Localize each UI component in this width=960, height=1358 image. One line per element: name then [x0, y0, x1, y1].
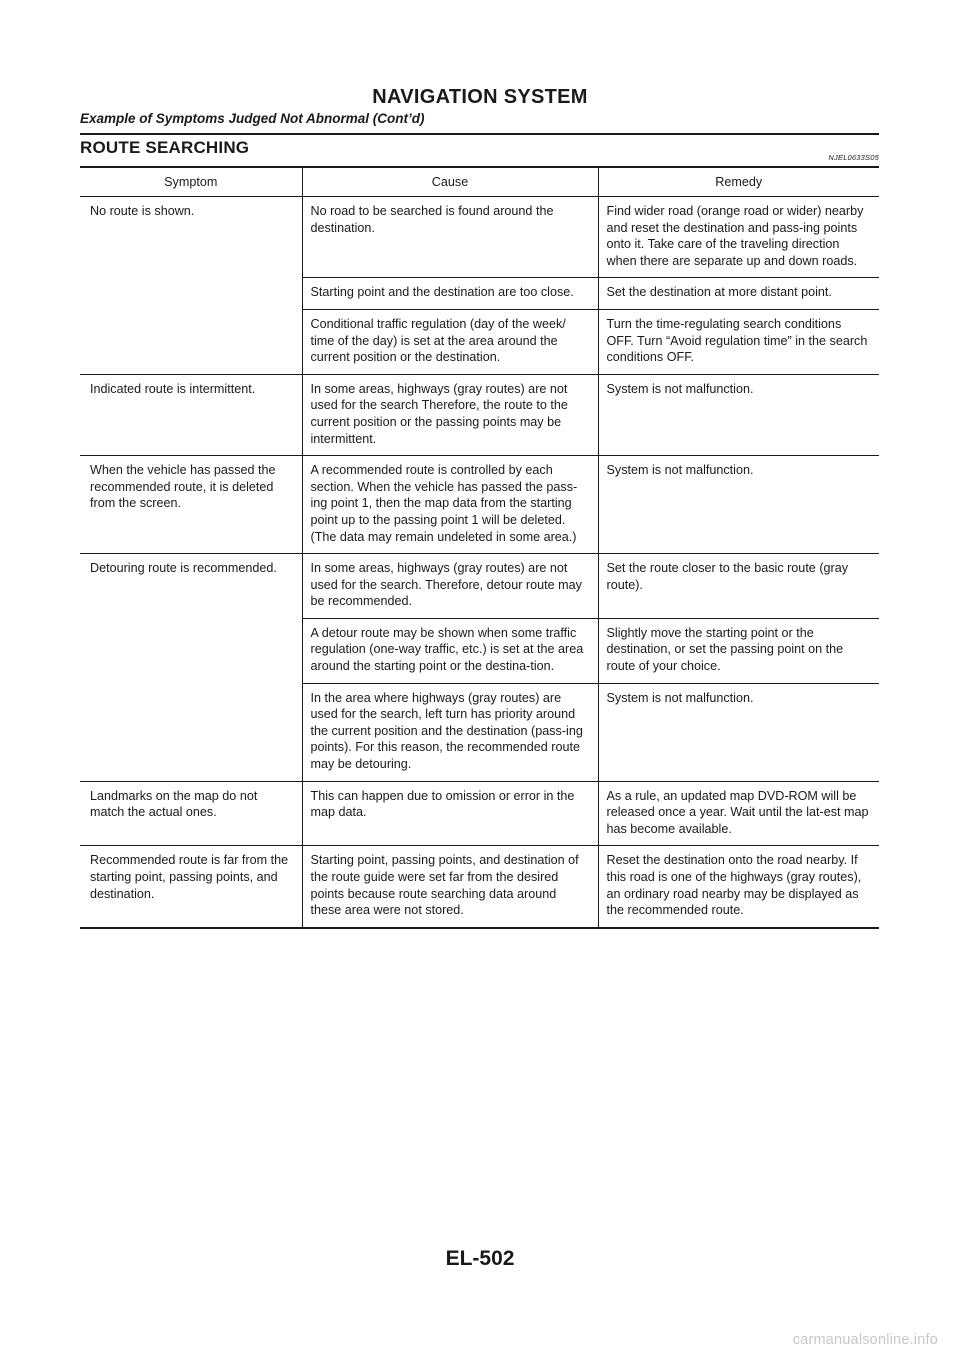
watermark-link[interactable]: carmanualsonline.info: [792, 1332, 938, 1348]
remedy-cell: System is not malfunction.: [598, 683, 879, 781]
table-row: [80, 781, 879, 846]
header-divider: [80, 133, 879, 135]
document-title: NAVIGATION SYSTEM: [372, 86, 588, 108]
page-number: EL-502: [445, 1247, 515, 1270]
column-header-cause: Cause: [302, 168, 598, 197]
page-header: [80, 86, 880, 127]
symptom-cell: Indicated route is intermittent.: [80, 374, 302, 455]
table-header-row: [80, 168, 879, 197]
remedy-cell: System is not malfunction.: [598, 374, 879, 455]
symptom-cell: Landmarks on the map do not match the actual ones.: [80, 781, 302, 846]
cause-cell: Starting point, passing points, and destination of the route guide were set far from the desired points because route searching data around these area were not stored.: [302, 846, 598, 928]
cause-cell: In the area where highways (gray routes) are used for the search, left turn has priority around the current position and the destination (pass-ing points). For this reason, the recommended route may be detouring.: [302, 683, 598, 781]
cause-cell: No road to be searched is found around the destination.: [302, 197, 598, 278]
column-header-symptom: Symptom: [80, 168, 302, 197]
remedy-cell: System is not malfunction.: [598, 456, 879, 554]
remedy-cell: Set the route closer to the basic route (gray route).: [598, 554, 879, 619]
table-row: [80, 374, 879, 455]
remedy-cell: Reset the destination onto the road nearby. If this road is one of the highways (gray routes), an ordinary road nearby may be displayed as the recommended route.: [598, 846, 879, 928]
remedy-cell: As a rule, an updated map DVD-ROM will be released once a year. Wait until the lat-est map has become available.: [598, 781, 879, 846]
remedy-cell: Set the destination at more distant point.: [598, 278, 879, 310]
remedy-cell: Slightly move the starting point or the destination, or set the passing point on the route of your choice.: [598, 618, 879, 683]
remedy-cell: Find wider road (orange road or wider) nearby and reset the destination and pass-ing points onto it. Take care of the traveling direction when there are separate up and down roads.: [598, 197, 879, 278]
table-row: [80, 197, 879, 278]
cause-cell: A detour route may be shown when some traffic regulation (one-way traffic, etc.) is set at the area around the starting point or the destina-tion.: [302, 618, 598, 683]
symptom-cell: No route is shown.: [80, 197, 302, 375]
symptom-table: [80, 168, 879, 929]
remedy-cell: Turn the time-regulating search conditions OFF. Turn “Avoid regulation time” in the search conditions OFF.: [598, 309, 879, 374]
cause-cell: A recommended route is controlled by each section. When the vehicle has passed the pass-ing point 1, then the map data from the starting point up to the passing point 1 will be deleted. (The data may remain undeleted in some area.): [302, 456, 598, 554]
table-row: [80, 456, 879, 554]
column-header-remedy: Remedy: [598, 168, 879, 197]
reference-code: NJEL0633S05: [828, 153, 879, 162]
symptom-cell: When the vehicle has passed the recommended route, it is deleted from the screen.: [80, 456, 302, 554]
symptom-cell: Recommended route is far from the starting point, passing points, and destination.: [80, 846, 302, 928]
symptom-cell: Detouring route is recommended.: [80, 554, 302, 782]
table-row: [80, 846, 879, 928]
cause-cell: This can happen due to omission or error in the map data.: [302, 781, 598, 846]
cause-cell: In some areas, highways (gray routes) are not used for the search Therefore, the route to the current position or the passing points may be intermittent.: [302, 374, 598, 455]
document-subtitle: Example of Symptoms Judged Not Abnormal (Cont’d): [80, 111, 425, 126]
cause-cell: In some areas, highways (gray routes) are not used for the search. Therefore, detour route may be recommended.: [302, 554, 598, 619]
table-row: [80, 554, 879, 619]
cause-cell: Starting point and the destination are too close.: [302, 278, 598, 310]
cause-cell: Conditional traffic regulation (day of the week/ time of the day) is set at the area around the current position or the destination.: [302, 309, 598, 374]
section-title: ROUTE SEARCHING: [80, 138, 250, 157]
